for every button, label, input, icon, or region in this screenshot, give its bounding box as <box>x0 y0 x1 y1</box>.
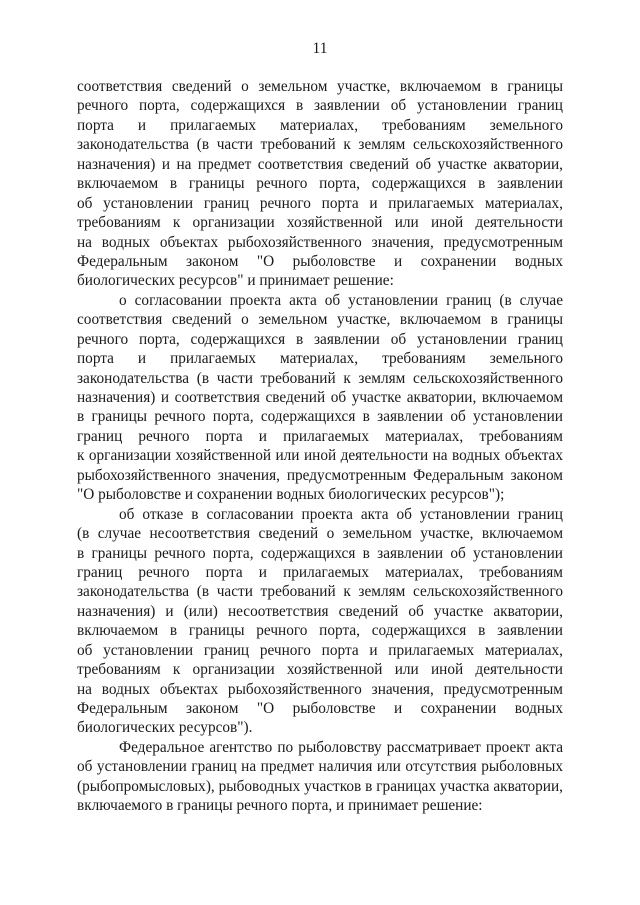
text-line <box>77 194 563 213</box>
text-line <box>77 116 563 135</box>
text-line-content: соответствия сведений о земельном участке, включаемом в границы <box>77 78 563 95</box>
text-line-content: законодательства (в части требований к землям сельскохозяйственного <box>77 583 563 601</box>
paragraph <box>77 505 563 738</box>
text-line <box>77 233 563 252</box>
text-line-content: порта и прилагаемых материалах, требованиям земельного <box>77 116 563 134</box>
text-line-content: о согласовании проекта акта об установлении границ (в случае <box>119 291 563 309</box>
text-line <box>77 427 563 446</box>
text-line-content: включаемом в границы речного порта, содержащихся в заявлении <box>77 175 563 193</box>
text-line <box>77 446 563 465</box>
text-line-content: (в случае несоответствия сведений о земельном участке, включаемом <box>77 525 563 543</box>
text-line-content: порта и прилагаемых материалах, требованиям земельного <box>77 350 563 368</box>
text-line-content: законодательства (в части требований к землям сельскохозяйственного <box>77 136 563 154</box>
text-line-content: на водных объектах рыбохозяйственного значения, предусмотренным <box>77 680 563 698</box>
text-line-content: включаемом в границы речного порта, содержащихся в заявлении <box>77 622 563 640</box>
text-line <box>77 738 563 757</box>
text-line-content: речного порта, содержащихся в заявлении об установлении границ <box>77 97 563 115</box>
text-line <box>77 544 563 563</box>
text-line-content: об отказе в согласовании проекта акта об установлении границ <box>119 505 563 523</box>
text-line-content: требованиям к организации хозяйственной или иной деятельности <box>77 214 563 232</box>
text-line <box>77 135 563 154</box>
text-line-content: границ речного порта и прилагаемых материалах, требованиям <box>77 563 563 581</box>
text-line <box>77 563 563 582</box>
text-line <box>77 310 563 329</box>
text-line-content: соответствия сведений о земельном участке, включаемом в границы <box>77 311 563 329</box>
text-line <box>77 369 563 388</box>
text-line-content: (рыбопромысловых), рыбоводных участков в границах участка акватории, <box>77 777 563 795</box>
text-line <box>77 621 563 640</box>
text-line <box>77 466 563 485</box>
text-line-content: назначения) и на предмет соответствия сведений об участке акватории, <box>77 155 563 173</box>
text-line <box>77 505 563 524</box>
text-line-content: биологических ресурсов" и принимает решение: <box>77 272 394 290</box>
text-line-content: законодательства (в части требований к землям сельскохозяйственного <box>77 369 563 387</box>
text-line-content: к организации хозяйственной или иной деятельности на водных объектах <box>77 447 563 465</box>
text-line <box>77 349 563 368</box>
text-line <box>77 213 563 232</box>
text-line <box>77 330 563 349</box>
text-line-content: требованиям к организации хозяйственной или иной деятельности <box>77 661 563 679</box>
text-line <box>77 718 563 737</box>
text-line <box>77 291 563 310</box>
text-line <box>77 155 563 174</box>
paragraph <box>77 291 563 505</box>
text-line <box>77 699 563 718</box>
text-line <box>77 485 563 504</box>
page-number: 11 <box>312 40 328 57</box>
text-line <box>77 777 563 796</box>
text-line <box>77 388 563 407</box>
text-line <box>77 407 563 426</box>
document-body <box>77 77 563 816</box>
text-line-content: назначения) и (или) несоответствия сведений об участке акватории, <box>77 602 563 620</box>
text-line <box>77 174 563 193</box>
text-line-content: об установлении границ речного порта и прилагаемых материалах, <box>77 641 563 659</box>
text-line-content: об установлении границ на предмет наличия или отсутствия рыболовных <box>77 758 563 776</box>
text-line <box>77 757 563 776</box>
text-line-content: речного порта, содержащихся в заявлении об установлении границ <box>77 330 563 348</box>
text-line-content: Федеральным законом "О рыболовстве и сохранении водных <box>77 252 563 270</box>
text-line <box>77 524 563 543</box>
text-line <box>77 641 563 660</box>
text-line-content: назначения) и соответствия сведений об участке акватории, включаемом <box>77 389 563 407</box>
text-line-content: включаемого в границы речного порта, и принимает решение: <box>77 797 483 815</box>
text-line <box>77 796 563 815</box>
text-line <box>77 77 563 96</box>
text-line-content: границ речного порта и прилагаемых материалах, требованиям <box>77 427 563 445</box>
text-line <box>77 271 563 290</box>
text-line <box>77 96 563 115</box>
paragraph <box>77 77 563 291</box>
text-line <box>77 602 563 621</box>
text-line-content: Федеральное агентство по рыболовству рассматривает проект акта <box>119 738 563 756</box>
text-line-content: на водных объектах рыбохозяйственного значения, предусмотренным <box>77 233 563 251</box>
text-line <box>77 680 563 699</box>
text-line-content: в границы речного порта, содержащихся в заявлении об установлении <box>77 544 563 562</box>
text-line-content: об установлении границ речного порта и прилагаемых материалах, <box>77 194 563 212</box>
text-line-content: в границы речного порта, содержащихся в заявлении об установлении <box>77 408 563 426</box>
text-line <box>77 582 563 601</box>
text-line <box>77 252 563 271</box>
text-line-content: "О рыболовстве и сохранении водных биологических ресурсов"); <box>77 486 505 504</box>
paragraph <box>77 738 563 816</box>
text-line-content: Федеральным законом "О рыболовстве и сохранении водных <box>77 700 563 718</box>
text-line-content: биологических ресурсов"). <box>77 719 253 737</box>
text-line <box>77 660 563 679</box>
text-line-content: рыбохозяйственного значения, предусмотренным Федеральным законом <box>77 466 563 484</box>
